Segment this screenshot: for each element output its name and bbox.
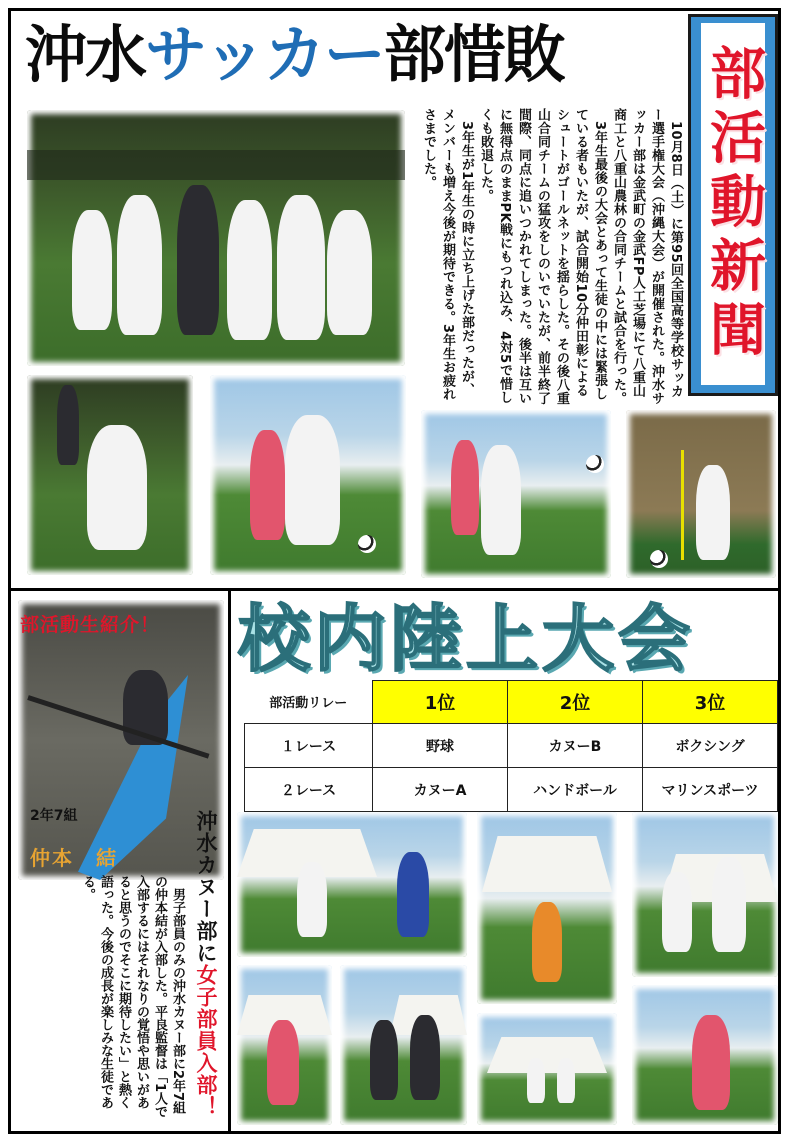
- canoe-headline: [186, 810, 224, 1130]
- table-row: [245, 724, 778, 768]
- banner-text: 部活動新聞: [701, 44, 766, 364]
- soccer-dribble-photo: [210, 375, 406, 575]
- soccer-corner-kick-photo: [626, 410, 776, 578]
- canoe-headline-part-2: 女子部員: [194, 964, 218, 1052]
- track-meet-photo-2: [477, 812, 617, 1004]
- club-intro-label: 部活動生紹介！: [20, 614, 161, 636]
- track-meet-photo-7: [632, 985, 778, 1125]
- track-meet-title: 校内陸上大会: [238, 597, 695, 681]
- soccer-article-paragraph-2: 3年生最後の大会とあって生徒の中には緊張している者もいたが、試合開始10分仲田彰によるシュートがゴールネットを揺らした。その後八重山合同チームの猛攻をしのいでいたが、前半終了間際、同点に追いつかれてしまった。後半は互いに無得点のままPK戦にもつれ込み、4対5で惜しくも敗退した。: [478, 108, 607, 405]
- section-divider-vertical: [228, 588, 231, 1134]
- race-1-third: ボクシング: [643, 724, 778, 768]
- track-meet-photo-4: [237, 965, 332, 1125]
- headline-part-1: 沖水: [25, 18, 146, 91]
- place-1-header: 1位: [373, 681, 508, 724]
- race-2-label: ２レース: [245, 768, 373, 812]
- soccer-goal-kick-photo: [421, 410, 611, 578]
- soccer-huddle-photo: [27, 110, 405, 366]
- canoe-article: [36, 875, 186, 1120]
- track-meet-photo-3: [632, 812, 778, 977]
- newspaper-banner: [688, 14, 778, 396]
- soccer-player-4-photo: [27, 375, 193, 575]
- race-2-second: ハンドボール: [508, 768, 643, 812]
- relay-label: 部活動リレー: [269, 696, 348, 712]
- main-headline: [25, 12, 564, 98]
- canoe-headline-part-1: 沖水カヌー部に: [194, 810, 218, 964]
- track-meet-photo-5: [340, 965, 467, 1125]
- race-2-third: マリンスポーツ: [643, 768, 778, 812]
- soccer-article: [413, 108, 685, 405]
- race-1-label: １レース: [245, 724, 373, 768]
- soccer-article-paragraph-3: 3年生が1年生の時に立ち上げた部だったが、メンバーも増え今後が期待できる。3年生お疲れさまでした。: [421, 108, 474, 402]
- canoe-headline-part-3: 入部！: [194, 1052, 218, 1118]
- race-1-first: 野球: [373, 724, 508, 768]
- relay-results-table: [244, 680, 778, 812]
- student-class: 2年7組: [30, 808, 78, 824]
- canoe-article-paragraph-1: 男子部員のみの沖水カヌー部に2年7組の仲本結が入部した。平良監督は「1人で入部するにはそれなりの覚悟や思いがあると思うのでそこに期待したい」と熱く語った。今後の成長が楽しみな生徒である。: [80, 875, 185, 1119]
- student-name: 仲本 結: [30, 846, 118, 870]
- race-1-second: カヌーB: [508, 724, 643, 768]
- soccer-article-paragraph-1: 10月8日（土）に第95回全国高等学校サッカー選手権大会（沖縄大会）が開催された。沖水サッカー部は金武町の金武FP人工芝場にて八重山商工と八重山農林の合同チームと試合を行った。: [611, 108, 683, 405]
- table-row: [245, 768, 778, 812]
- section-divider-horizontal: [8, 588, 781, 591]
- race-2-first: カヌーA: [373, 768, 508, 812]
- headline-part-3: 部惜敗: [383, 18, 564, 91]
- track-meet-photo-1: [237, 812, 467, 957]
- headline-part-2: サッカー: [145, 18, 384, 91]
- place-2-header: 2位: [508, 681, 643, 724]
- track-meet-photo-6: [477, 1013, 617, 1125]
- place-3-header: 3位: [643, 681, 778, 724]
